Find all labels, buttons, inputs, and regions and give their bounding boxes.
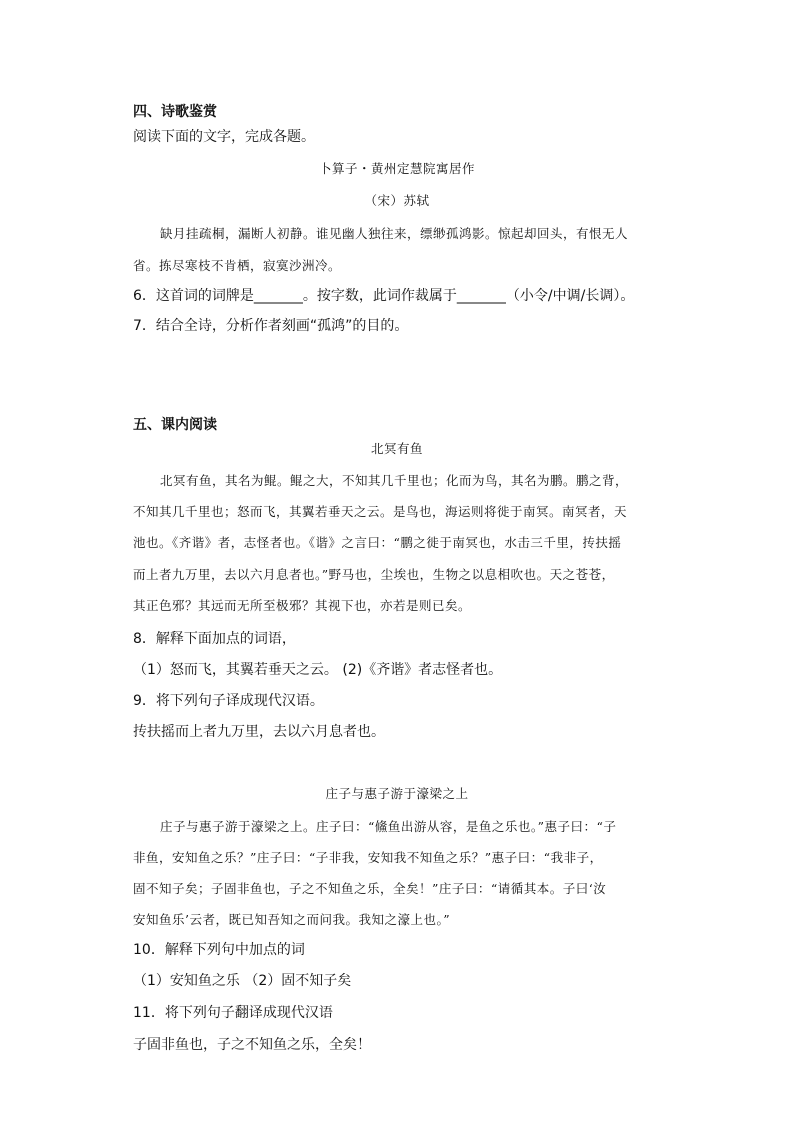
poem-author: （宋）苏轼 (364, 193, 430, 208)
passage1-title: 北冥有鱼 (370, 441, 423, 456)
passage2-line-1: 庄子与惠子游于濠梁之上。庄子曰：“鯈鱼出游从容，是鱼之乐也。”惠子曰：“子 (160, 819, 617, 834)
passage1-line-2: 不知其几千里也；怒而飞，其翼若垂天之云。是鸟也，海运则将徙于南冥。南冥者，天 (133, 504, 628, 519)
question-11: 11．将下列句子翻译成现代汉语 (133, 1005, 333, 1021)
question-10: 10．解释下列句中加点的词 (133, 942, 305, 958)
question-8: 8．解释下面加点的词语， (133, 631, 296, 647)
poem-title: 卜算子・黄州定慧院寓居作 (318, 161, 475, 176)
question-11-sentence: 子固非鱼也，子之不知鱼之乐，全矣！ (133, 1037, 371, 1053)
passage2-line-2: 非鱼，安知鱼之乐？”庄子曰：“子非我，安知我不知鱼之乐？”惠子曰：“我非子， (133, 850, 603, 865)
passage1-line-4: 而上者九万里，去以六月息者也。”野马也，尘埃也，生物之以息相吹也。天之苍苍， (133, 567, 615, 582)
question-9: 9．将下列句子译成现代汉语。 (133, 693, 324, 709)
question-8-items: （1）怒而飞，其翼若垂天之云。 (2)《齐谐》者志怪者也。 (133, 662, 503, 678)
section4-intro: 阅读下面的文字，完成各题。 (133, 129, 315, 145)
passage2-line-4: 安知鱼乐’云者，既已知吾知之而问我。我知之濠上也。” (133, 912, 451, 927)
section5-heading: 五、课内阅读 (133, 417, 217, 433)
passage2-line-3: 固不知子矣；子固非鱼也，子之不知鱼之乐，全矣！”庄子曰：“请循其本。子曰‘汝 (133, 881, 607, 896)
question-7: 7．结合全诗，分析作者刻画“孤鸿”的目的。 (133, 318, 409, 334)
passage1-line-5: 其正色邪？其远而无所至极邪？其视下也，亦若是则已矣。 (133, 598, 472, 613)
passage1-line-1: 北冥有鱼，其名为鲲。鲲之大，不知其几千里也；化而为鸟，其名为鹏。鹏之背， (160, 473, 629, 488)
section4-heading: 四、诗歌鉴赏 (133, 104, 217, 120)
poem-line-2: 省。拣尽寒枝不肯栖，寂寞沙洲冷。 (133, 258, 342, 273)
passage1-line-3: 池也。《齐谐》者，志怪者也。《谐》之言曰：“鹏之徙于南冥也，水击三千里，抟扶摇 (133, 535, 622, 550)
question-9-sentence: 抟扶摇而上者九万里，去以六月息者也。 (133, 724, 385, 740)
passage2-title: 庄子与惠子游于濠梁之上 (325, 786, 469, 801)
question-10-items: （1）安知鱼之乐 （2）固不知子矣 (133, 973, 352, 989)
question-6: 6．这首词的词牌是_______。按字数，此词作裁属于_______（小令/中调/长调）。 (133, 288, 635, 304)
poem-line-1: 缺月挂疏桐，漏断人初静。谁见幽人独往来，缥缈孤鸿影。惊起却回头，有恨无人 (160, 226, 629, 241)
